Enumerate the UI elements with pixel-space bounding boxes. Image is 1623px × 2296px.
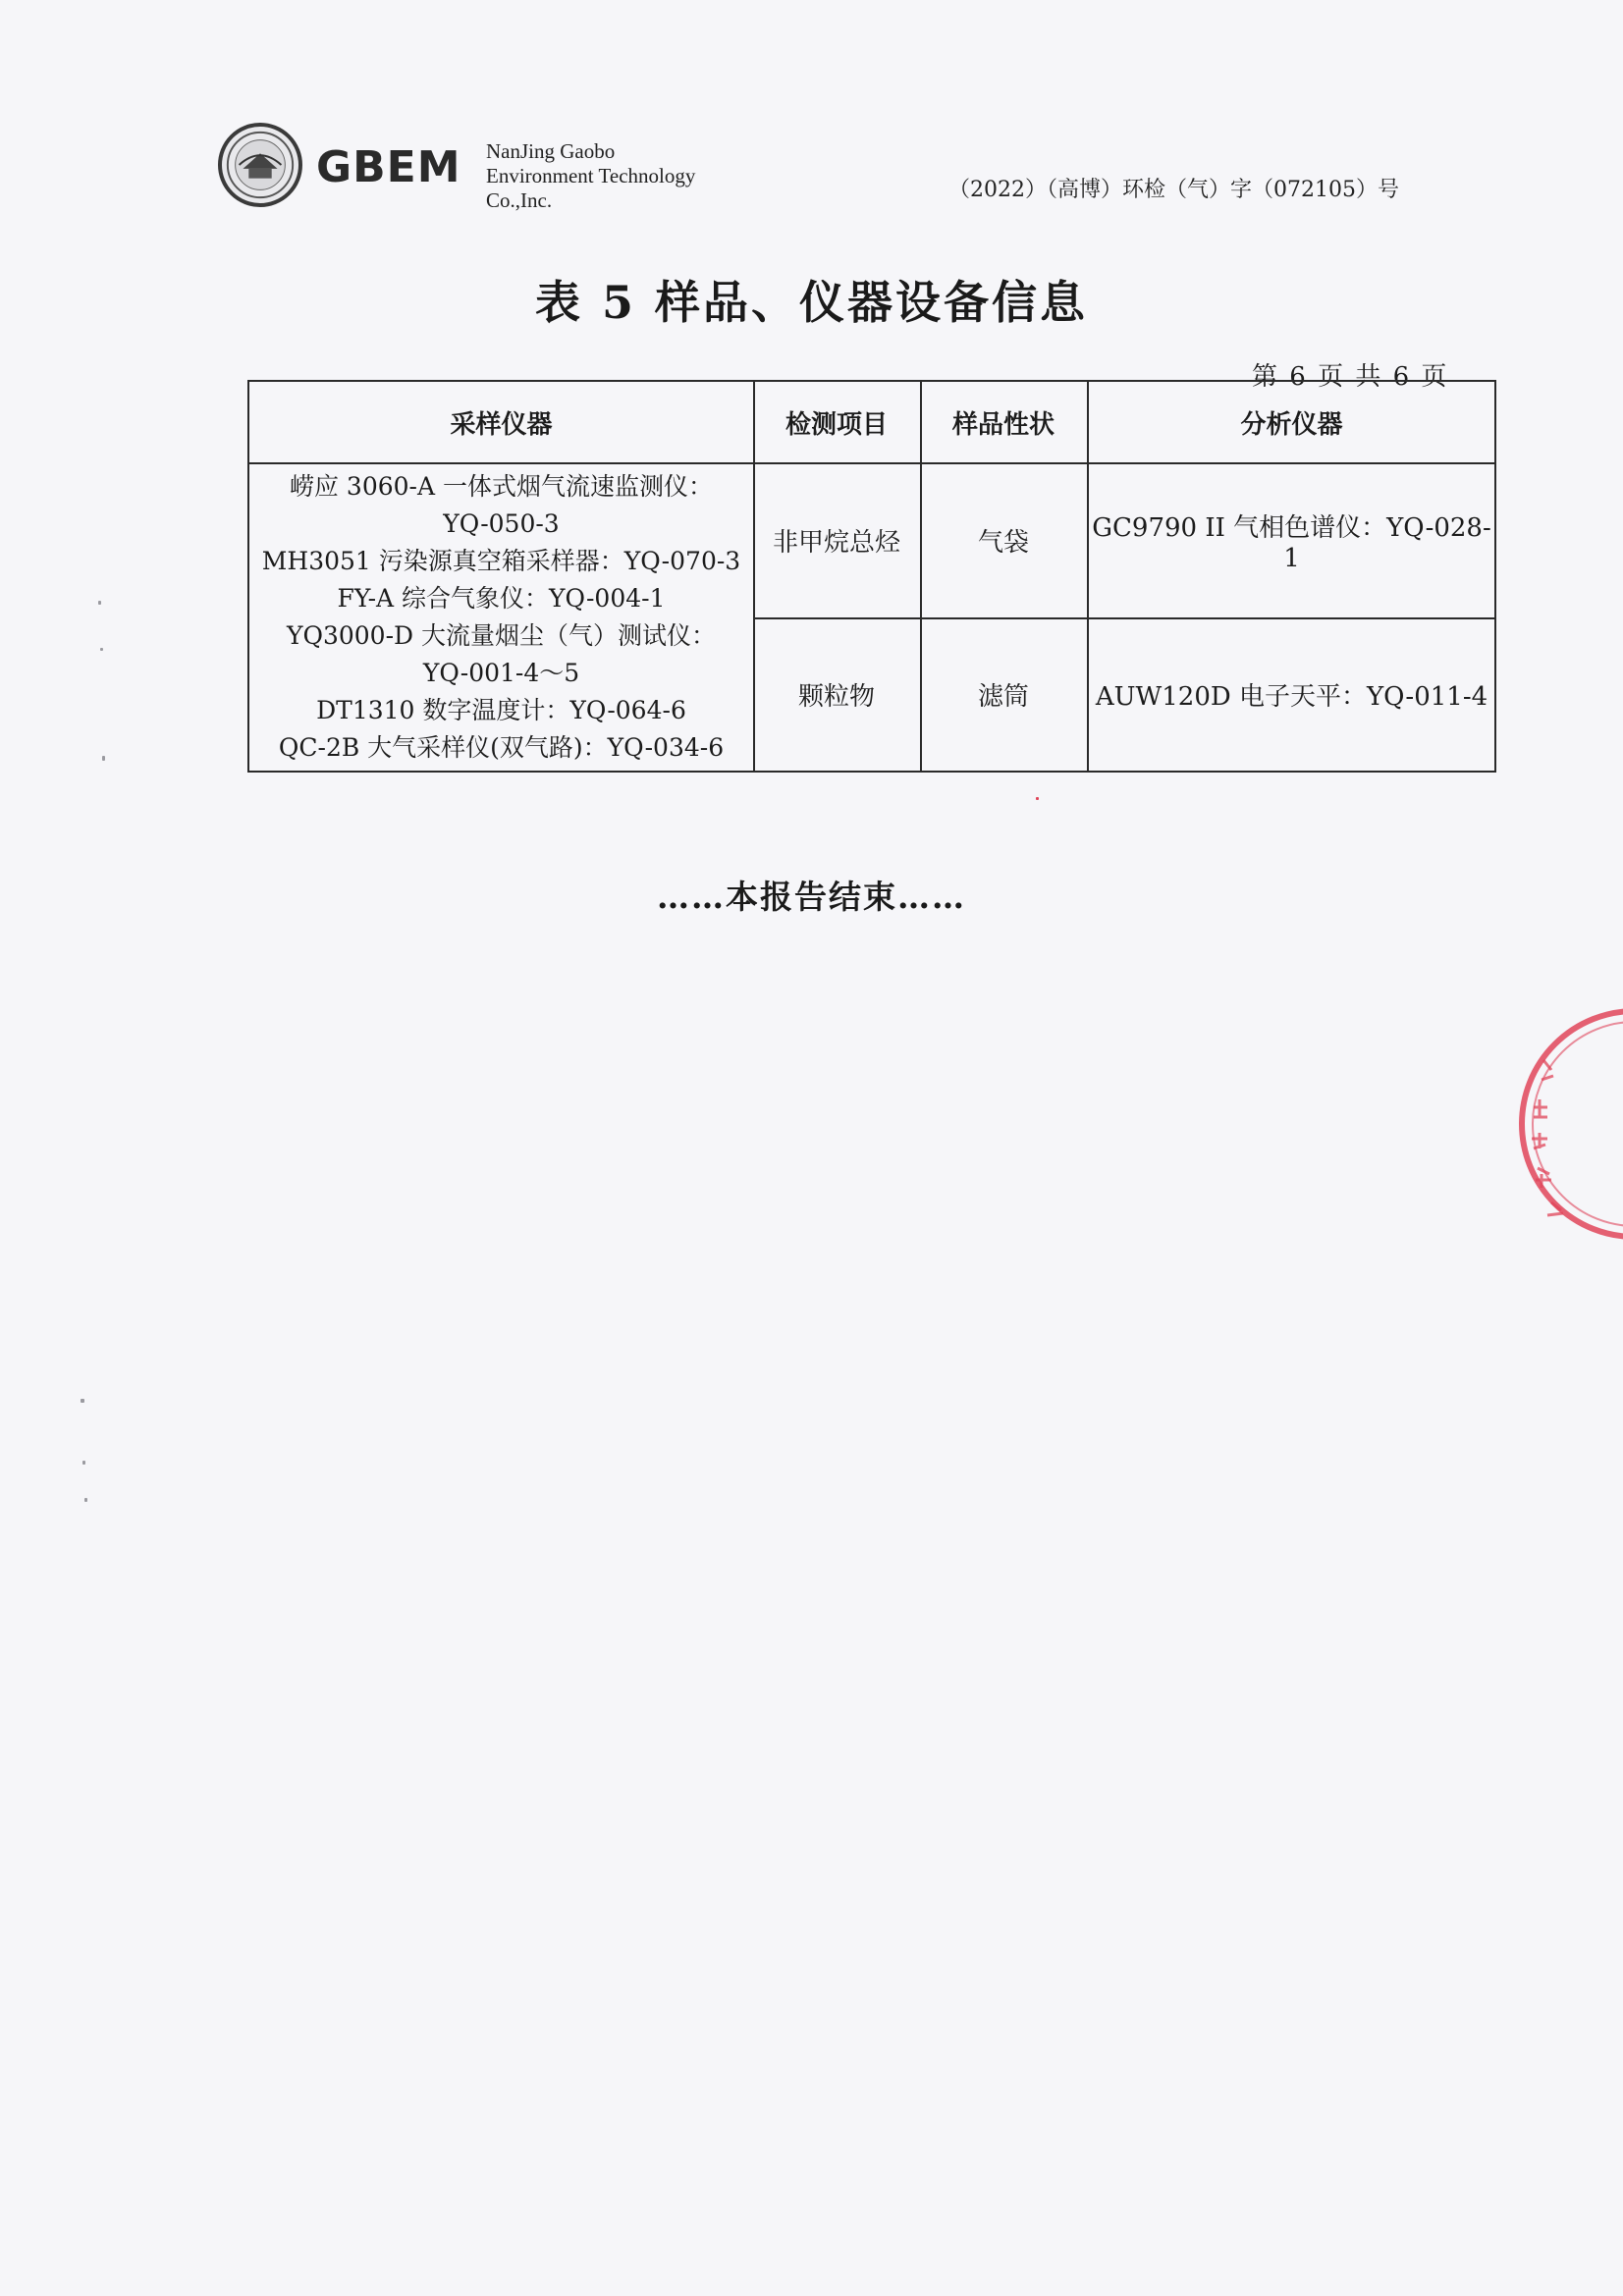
table-title: 表 5 样品、仪器设备信息 xyxy=(534,276,1089,329)
row1-sample-state: 气袋 xyxy=(977,527,1029,558)
scan-speck xyxy=(82,1461,85,1465)
equipment-table xyxy=(247,380,1496,773)
row1-test-item: 非甲烷总烃 xyxy=(772,527,900,558)
company-logo-emblem xyxy=(218,123,302,207)
sampling-instrument-line: 崂应 3060-A 一体式烟气流速监测仪： xyxy=(289,472,714,501)
header-test-item: 检测项目 xyxy=(784,409,888,440)
report-number: （2022）（高博）环检（气）字（072105）号 xyxy=(948,178,1399,202)
row2-sample-state: 滤筒 xyxy=(977,681,1029,712)
sampling-instrument-line: QC-2B 大气采样仪(双气路)：YQ-034-6 xyxy=(278,733,725,762)
scan-speck xyxy=(84,1498,87,1502)
sampling-instrument-line: FY-A 综合气象仪：YQ-004-1 xyxy=(337,584,666,613)
sampling-instrument-line: YQ3000-D 大流量烟尘（气）测试仪： xyxy=(286,621,717,650)
company-name xyxy=(486,139,695,213)
page-info: 第 6 页 共 6 页 xyxy=(1252,362,1449,392)
scan-speck xyxy=(98,601,101,605)
scan-speck xyxy=(1036,797,1039,800)
sampling-instruments-cell xyxy=(249,462,753,771)
header-sample-state: 样品性状 xyxy=(951,409,1055,440)
header-analysis-instrument: 分析仪器 xyxy=(1240,409,1343,440)
sampling-instrument-line: MH3051 污染源真空箱采样器：YQ-070-3 xyxy=(261,547,741,575)
row2-analysis-instrument: AUW120D 电子天平：YQ-011-4 xyxy=(1095,681,1488,712)
row2-test-item: 颗粒物 xyxy=(797,681,875,712)
sampling-instrument-line: YQ-001-4～5 xyxy=(422,659,580,687)
report-end-mark: ……本报告结束…… xyxy=(657,878,966,916)
company-line: Environment Technology xyxy=(486,164,696,187)
company-line: NanJing Gaobo xyxy=(486,139,616,163)
sampling-instrument-line: DT1310 数字温度计：YQ-064-6 xyxy=(316,696,686,724)
sampling-instrument-line: YQ-050-3 xyxy=(443,509,560,538)
scan-speck xyxy=(81,1399,84,1403)
row1-analysis-instrument: GC9790 II 气相色谱仪：YQ-028-1 xyxy=(1092,512,1491,573)
company-seal-stamp xyxy=(1512,991,1623,1256)
logo-wordmark: GBEM xyxy=(316,142,461,192)
header-sampling-instruments: 采样仪器 xyxy=(450,409,553,440)
scan-speck xyxy=(100,648,103,651)
company-line: Co.,Inc. xyxy=(486,188,553,212)
scan-speck xyxy=(102,756,105,761)
